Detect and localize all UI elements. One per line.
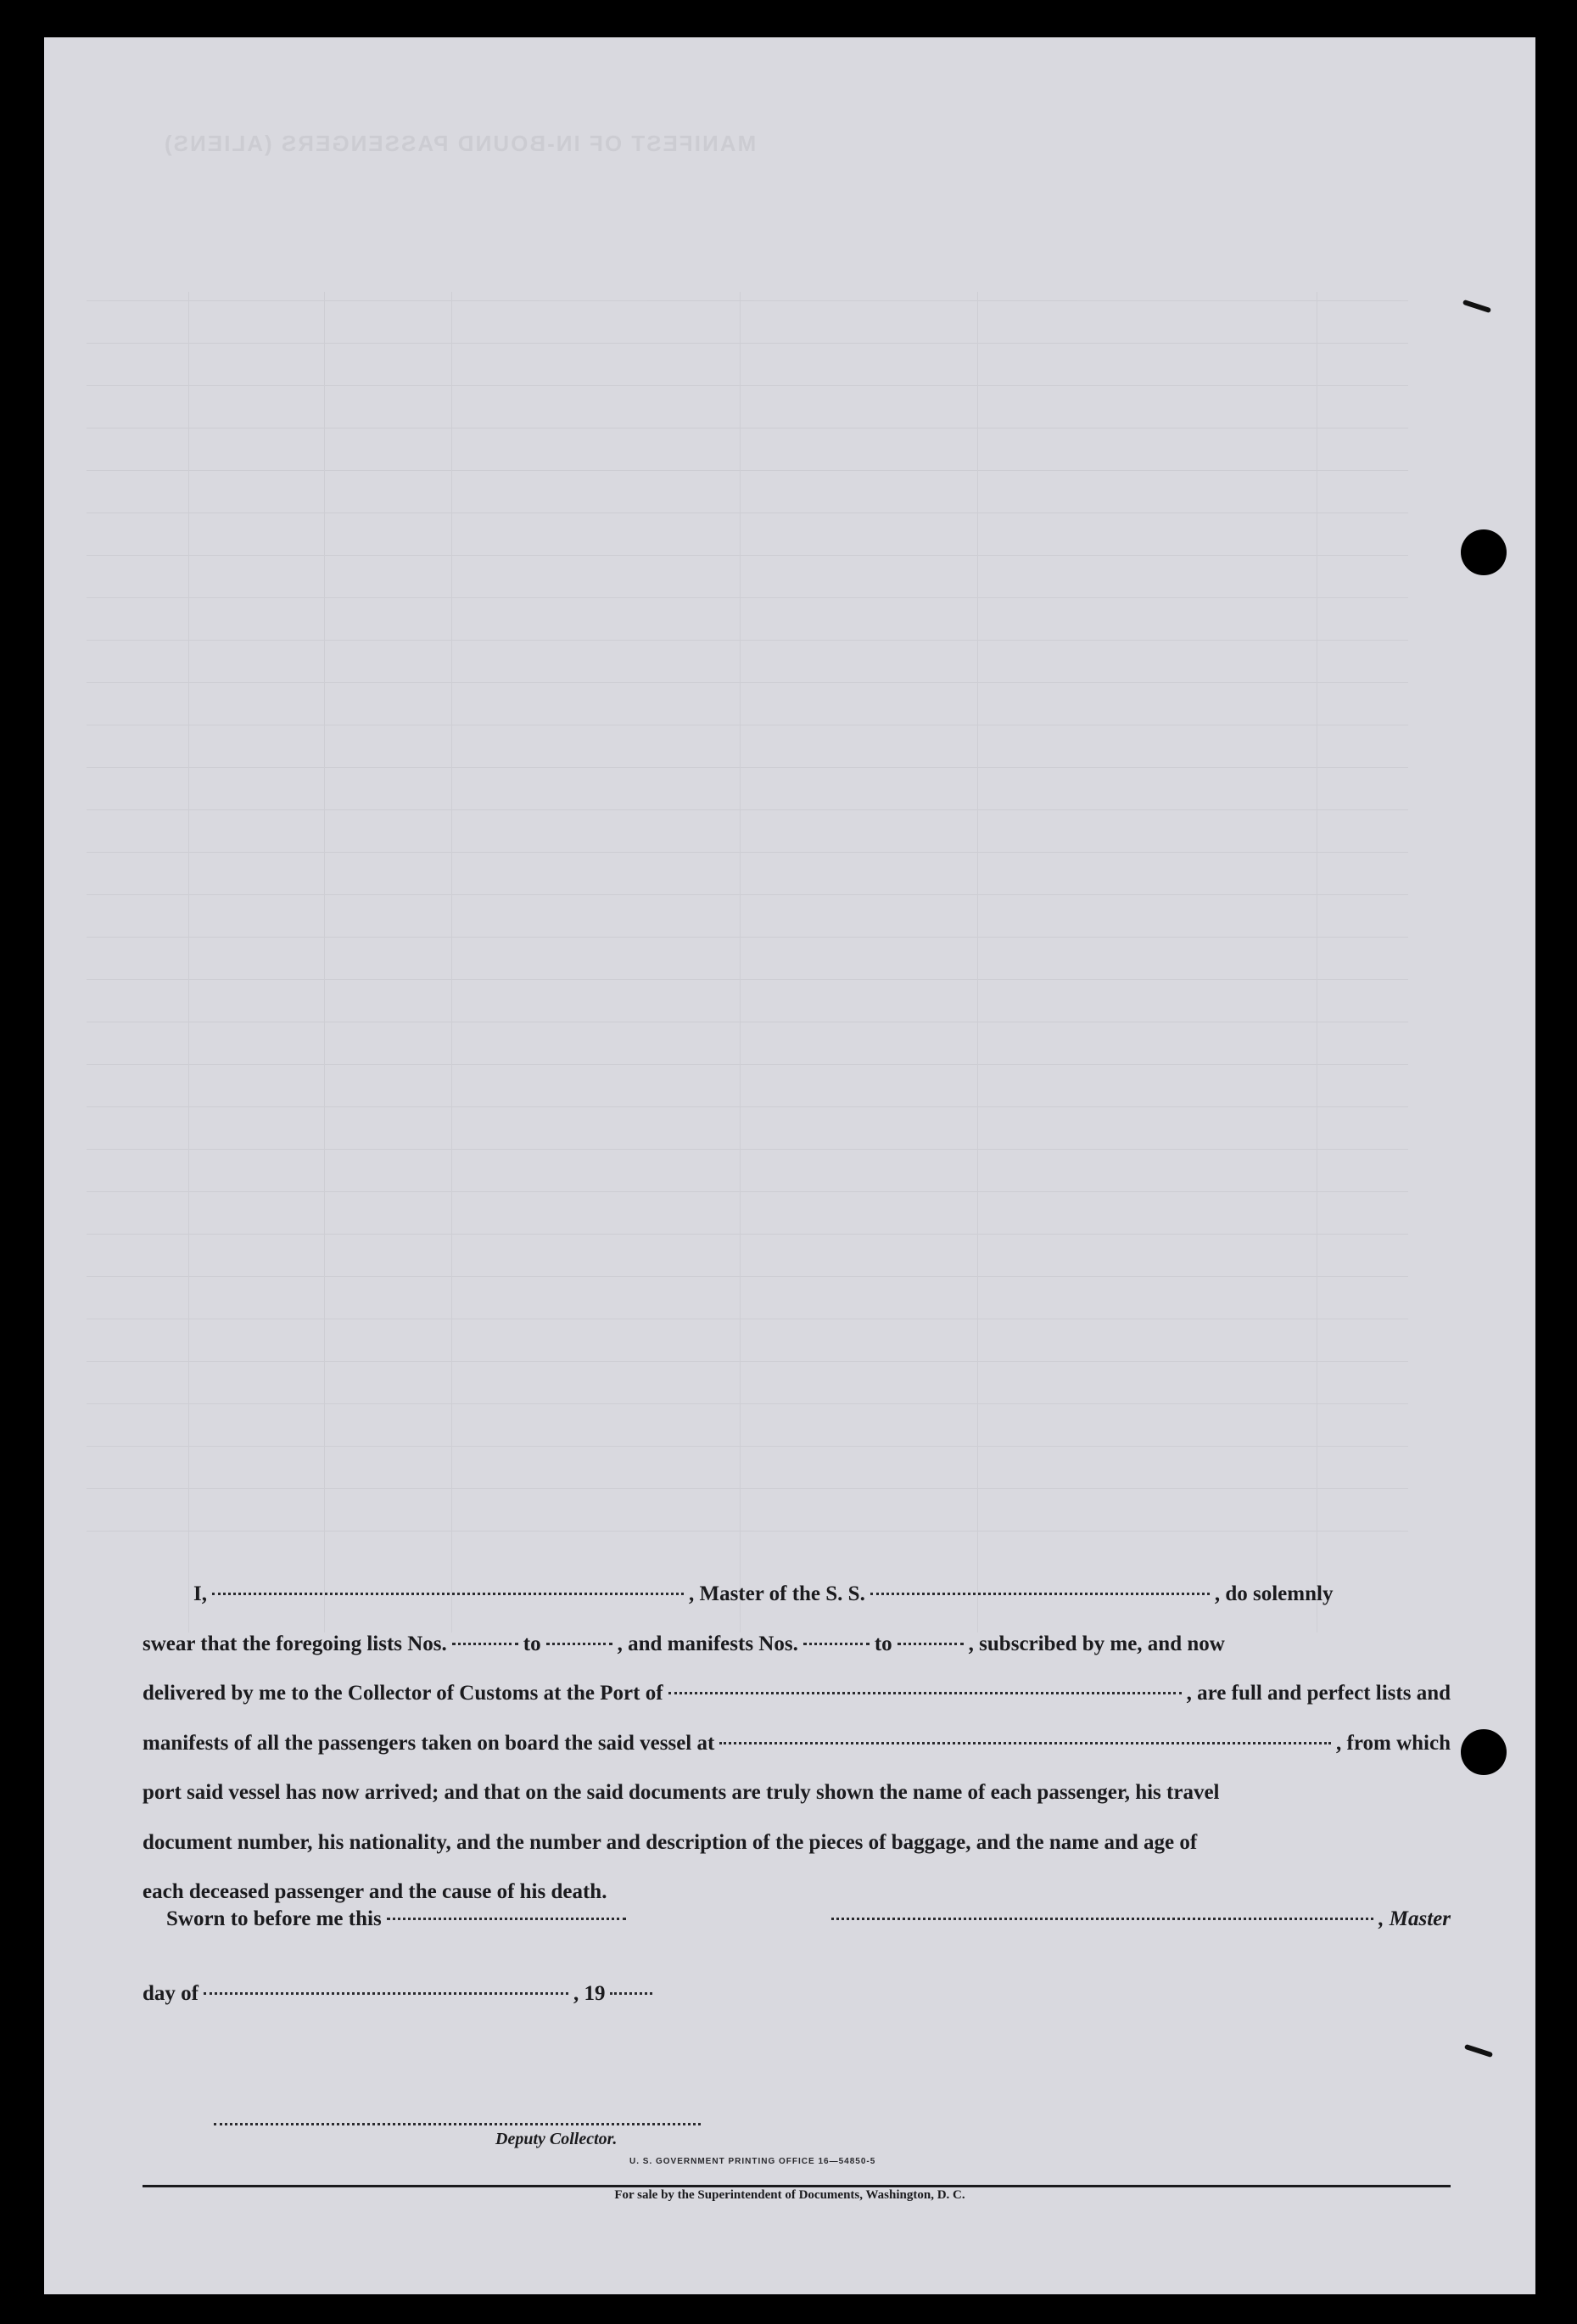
year-blank (610, 1991, 652, 1995)
to-label-2: to (874, 1632, 892, 1655)
day-of-label: day of (143, 1982, 199, 2005)
manifests-of-label: manifests of all the passengers taken on board the said vessel at (143, 1731, 715, 1755)
bleed-through-ledger (44, 37, 1535, 2294)
oath-i: I, (193, 1582, 207, 1605)
punch-hole-upper (1461, 529, 1507, 575)
master-signature-blank (831, 1917, 1374, 1920)
master-oath (143, 1570, 1451, 1918)
oath-line-1 (143, 1570, 1451, 1620)
list-to-blank (546, 1642, 612, 1645)
vessel-name-blank (870, 1592, 1210, 1595)
for-sale-notice: For sale by the Superintendent of Documents, Washington, D. C. (614, 2188, 965, 2202)
delivered-label: delivered by me to the Collector of Customs at the Port of (143, 1682, 663, 1705)
sworn-date-blank (387, 1917, 626, 1920)
master-name-blank (212, 1592, 684, 1595)
full-perfect-label: , are full and perfect lists and (1186, 1682, 1451, 1705)
sworn-label: Sworn to before me this (166, 1907, 382, 1930)
oath-line-4 (143, 1719, 1451, 1769)
swear-label: swear that the foregoing lists Nos. (143, 1632, 447, 1655)
oath-line-6: document number, his nationality, and the number and description of the pieces of baggage, and the name and age of (143, 1830, 1198, 1854)
to-label-1: to (523, 1632, 541, 1655)
month-blank (204, 1991, 568, 1995)
master-of-label: , Master of the S. S. (688, 1582, 865, 1605)
year-label: , 19 (573, 1982, 606, 2005)
departure-port-blank (719, 1741, 1331, 1744)
list-from-blank (452, 1642, 518, 1645)
footer-for-sale-wrap (44, 2187, 1535, 2203)
deputy-collector-blank (214, 2123, 701, 2125)
manifest-to-blank (898, 1642, 964, 1645)
port-blank (668, 1691, 1182, 1694)
subscribed-label: , subscribed by me, and now (968, 1632, 1225, 1655)
day-of-row (143, 1982, 657, 2006)
deputy-collector-label: Deputy Collector. (495, 2130, 618, 2148)
oath-line-7: each deceased passenger and the cause of his death. (143, 1880, 607, 1903)
from-which-label: , from which (1336, 1731, 1451, 1755)
oath-line-3 (143, 1669, 1451, 1719)
ghost-title: MANIFEST OF IN-BOUND PASSENGERS (ALIENS) (163, 131, 757, 156)
sworn-row (166, 1907, 1451, 1931)
manifests-label: , and manifests Nos. (617, 1632, 798, 1655)
gpo-imprint: U. S. GOVERNMENT PRINTING OFFICE 16—54850-5 (629, 2157, 876, 2166)
manifest-from-blank (803, 1642, 870, 1645)
master-signature-label: , Master (1378, 1907, 1451, 1930)
do-solemnly-label: , do solemnly (1214, 1582, 1334, 1605)
oath-line-2 (143, 1620, 1451, 1670)
document-page (44, 37, 1535, 2294)
oath-line-5: port said vessel has now arrived; and that on the said documents are truly shown the name of each passenger, his travel (143, 1781, 1220, 1804)
punch-hole-lower (1461, 1729, 1507, 1775)
